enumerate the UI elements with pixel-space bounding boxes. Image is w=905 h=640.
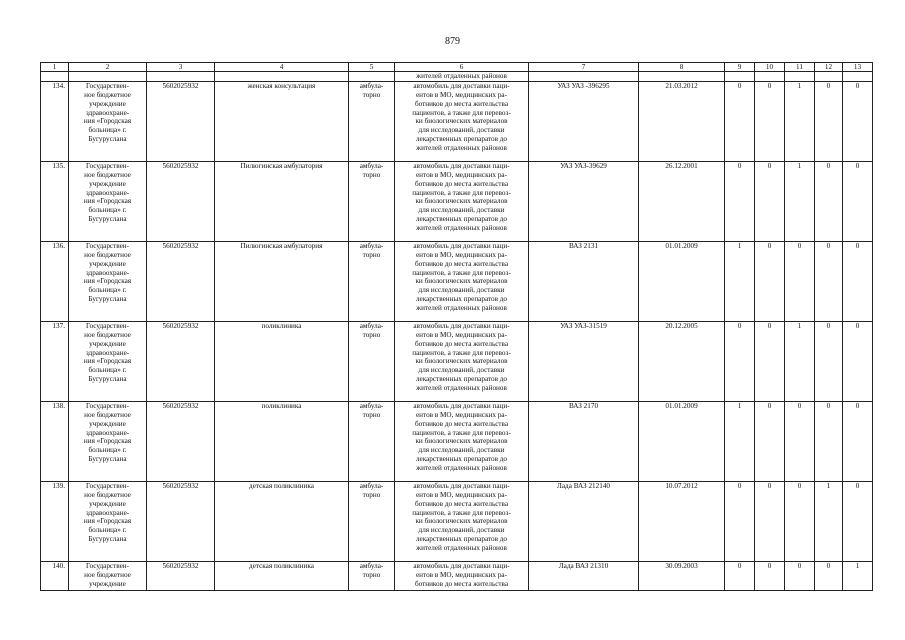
- row-number: 139.: [41, 482, 69, 562]
- value-col-12: 0: [815, 162, 843, 242]
- value-col-9: 0: [725, 82, 755, 162]
- value-col-10: 0: [755, 322, 785, 402]
- care-type: амбула- торно: [349, 402, 395, 482]
- row-number: 137.: [41, 322, 69, 402]
- vehicle-purpose: автомобиль для доставки паци- ентов в МО, медицинских ра- ботников до места жительства пациентов, а также для перевоз- ки биологических материалов для исследований, доставки лекарственных препаратов до жителей отдаленных районов: [395, 322, 529, 402]
- value-col-11: 0: [785, 402, 815, 482]
- value-col-9: 1: [725, 242, 755, 322]
- tax-id: 5602025932: [147, 402, 215, 482]
- table-row: [41, 482, 873, 562]
- column-header: 13: [843, 63, 873, 72]
- value-col-11: 1: [785, 162, 815, 242]
- column-header: 12: [815, 63, 843, 72]
- value-col-10: 0: [755, 562, 785, 591]
- value-col-12: 0: [815, 562, 843, 591]
- value-col-13: 0: [843, 162, 873, 242]
- care-type: амбула- торно: [349, 322, 395, 402]
- column-header: 9: [725, 63, 755, 72]
- tax-id: 5602025932: [147, 242, 215, 322]
- care-type: амбула- торно: [349, 162, 395, 242]
- registration-date: 26.12.2001: [639, 162, 725, 242]
- vehicle-purpose: автомобиль для доставки паци- ентов в МО, медицинских ра- ботников до места жительства пациентов, а также для перевоз- ки биологических материалов для исследований, доставки лекарственных препаратов до жителей отдаленных районов: [395, 82, 529, 162]
- table-row: [41, 162, 873, 242]
- value-col-12: 0: [815, 322, 843, 402]
- vehicle-registry-table: [40, 62, 873, 591]
- organization-name: Государствен- ное бюджетное учреждение здравоохране- ния «Городская больница» г. Бугуруслана: [69, 402, 147, 482]
- department-name: Пилюгинская амбулатория: [215, 242, 349, 322]
- row-number: 136.: [41, 242, 69, 322]
- value-col-13: 0: [843, 402, 873, 482]
- organization-name: Государствен- ное бюджетное учреждение здравоохране- ния «Городская больница» г. Бугуруслана: [69, 162, 147, 242]
- column-header: 10: [755, 63, 785, 72]
- value-col-9: 0: [725, 482, 755, 562]
- vehicle-model: ВАЗ 2131: [529, 242, 639, 322]
- vehicle-model: УАЗ УАЗ-31519: [529, 322, 639, 402]
- value-col-13: 0: [843, 482, 873, 562]
- department-name: детская поликлиника: [215, 482, 349, 562]
- registration-date: 30.09.2003: [639, 562, 725, 591]
- column-header: 11: [785, 63, 815, 72]
- column-header: 8: [639, 63, 725, 72]
- value-col-13: 1: [843, 562, 873, 591]
- value-col-11: 0: [785, 242, 815, 322]
- tax-id: 5602025932: [147, 322, 215, 402]
- vehicle-purpose: автомобиль для доставки паци- ентов в МО, медицинских ра- ботников до места жительства пациентов, а также для перевоз- ки биологических материалов для исследований, доставки лекарственных препаратов до жителей отдаленных районов: [395, 242, 529, 322]
- value-col-10: 0: [755, 402, 785, 482]
- column-header: 7: [529, 63, 639, 72]
- value-col-12: 0: [815, 242, 843, 322]
- value-col-12: 0: [815, 402, 843, 482]
- care-type: амбула- торно: [349, 562, 395, 591]
- table-header: [41, 63, 873, 72]
- column-header: 4: [215, 63, 349, 72]
- care-type: амбула- торно: [349, 482, 395, 562]
- vehicle-purpose: автомобиль для доставки паци- ентов в МО, медицинских ра- ботников до места жительства пациентов, а также для перевоз- ки биологических материалов для исследований, доставки лекарственных препаратов до жителей отдаленных районов: [395, 402, 529, 482]
- registration-date: 21.03.2012: [639, 82, 725, 162]
- table-row: [41, 322, 873, 402]
- care-type: амбула- торно: [349, 242, 395, 322]
- vehicle-model: УАЗ УАЗ-39629: [529, 162, 639, 242]
- department-name: женская консультация: [215, 82, 349, 162]
- continuation-row: [41, 72, 873, 82]
- continuation-text: жителей отдаленных районов: [395, 72, 529, 82]
- organization-name: Государствен- ное бюджетное учреждение: [69, 562, 147, 591]
- department-name: детская поликлиника: [215, 562, 349, 591]
- vehicle-purpose: автомобиль для доставки паци- ентов в МО, медицинских ра- ботников до места жительства пациентов, а также для перевоз- ки биологических материалов для исследований, доставки лекарственных препаратов до жителей отдаленных районов: [395, 482, 529, 562]
- value-col-10: 0: [755, 482, 785, 562]
- value-col-11: 1: [785, 322, 815, 402]
- registration-date: 01.01.2009: [639, 242, 725, 322]
- vehicle-model: Лада ВАЗ 212140: [529, 482, 639, 562]
- organization-name: Государствен- ное бюджетное учреждение здравоохране- ния «Городская больница» г. Бугуруслана: [69, 322, 147, 402]
- value-col-9: 0: [725, 162, 755, 242]
- organization-name: Государствен- ное бюджетное учреждение здравоохране- ния «Городская больница» г. Бугуруслана: [69, 82, 147, 162]
- vehicle-purpose: автомобиль для доставки паци- ентов в МО, медицинских ра- ботников до места жительства пациентов, а также для перевоз- ки биологических материалов для исследований, доставки лекарственных препаратов до жителей отдаленных районов: [395, 162, 529, 242]
- column-header: 2: [69, 63, 147, 72]
- row-number: 134.: [41, 82, 69, 162]
- registration-date: 20.12.2005: [639, 322, 725, 402]
- tax-id: 5602025932: [147, 82, 215, 162]
- tax-id: 5602025932: [147, 162, 215, 242]
- table-row: [41, 562, 873, 591]
- department-name: поликлиника: [215, 402, 349, 482]
- value-col-9: 0: [725, 562, 755, 591]
- care-type: амбула- торно: [349, 82, 395, 162]
- table-row: [41, 402, 873, 482]
- organization-name: Государствен- ное бюджетное учреждение здравоохране- ния «Городская больница» г. Бугуруслана: [69, 482, 147, 562]
- row-number: 138.: [41, 402, 69, 482]
- value-col-10: 0: [755, 82, 785, 162]
- column-header: 5: [349, 63, 395, 72]
- value-col-11: 0: [785, 482, 815, 562]
- tax-id: 5602025932: [147, 482, 215, 562]
- value-col-13: 0: [843, 242, 873, 322]
- column-header: 3: [147, 63, 215, 72]
- value-col-13: 0: [843, 82, 873, 162]
- value-col-9: 0: [725, 322, 755, 402]
- column-header: 6: [395, 63, 529, 72]
- row-number: 140.: [41, 562, 69, 591]
- value-col-12: 0: [815, 82, 843, 162]
- organization-name: Государствен- ное бюджетное учреждение здравоохране- ния «Городская больница» г. Бугуруслана: [69, 242, 147, 322]
- value-col-10: 0: [755, 242, 785, 322]
- vehicle-model: ВАЗ 2170: [529, 402, 639, 482]
- vehicle-model: Лада ВАЗ 21310: [529, 562, 639, 591]
- page-number: 879: [445, 36, 460, 47]
- column-header: 1: [41, 63, 69, 72]
- value-col-11: 1: [785, 82, 815, 162]
- row-number: 135.: [41, 162, 69, 242]
- department-name: поликлиника: [215, 322, 349, 402]
- tax-id: 5602025932: [147, 562, 215, 591]
- department-name: Пилюгинская амбулатория: [215, 162, 349, 242]
- value-col-10: 0: [755, 162, 785, 242]
- registration-date: 01.01.2009: [639, 402, 725, 482]
- table-body: [41, 72, 873, 591]
- vehicle-model: УАЗ УАЗ -396295: [529, 82, 639, 162]
- value-col-13: 0: [843, 322, 873, 402]
- vehicle-purpose: автомобиль для доставки паци- ентов в МО, медицинских ра- ботников до места жительства: [395, 562, 529, 591]
- registration-date: 10.07.2012: [639, 482, 725, 562]
- table-row: [41, 82, 873, 162]
- value-col-11: 0: [785, 562, 815, 591]
- table-row: [41, 242, 873, 322]
- value-col-12: 1: [815, 482, 843, 562]
- value-col-9: 1: [725, 402, 755, 482]
